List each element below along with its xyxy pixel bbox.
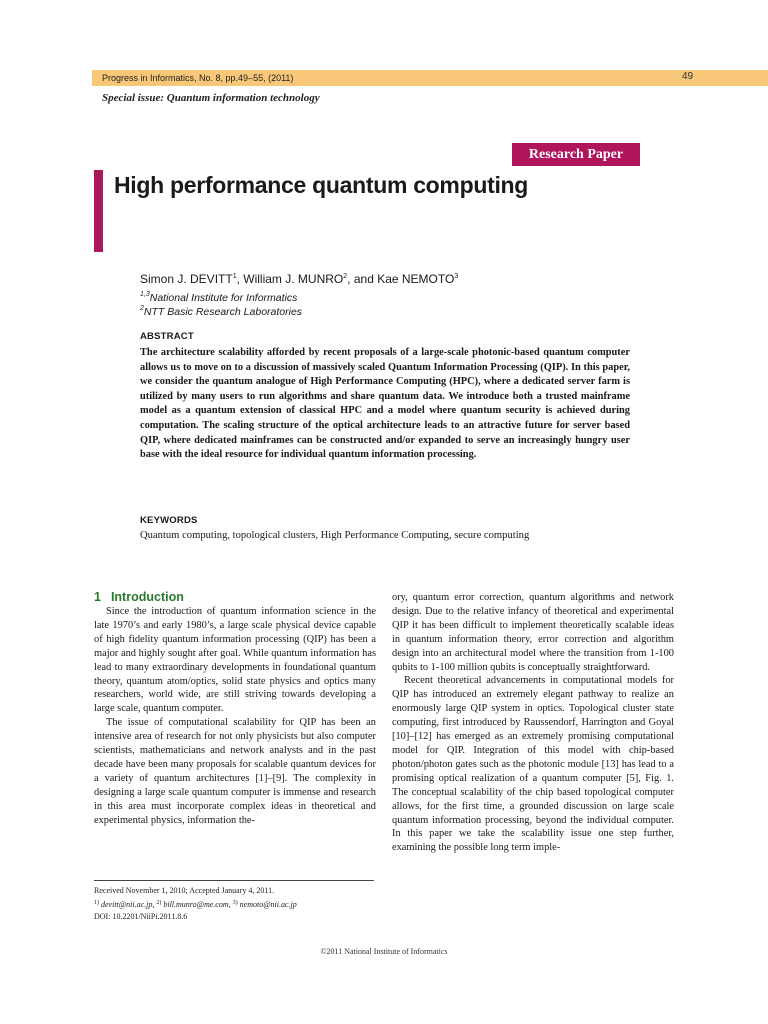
email-superscript: 2) [156, 900, 162, 906]
author-list [140, 269, 458, 287]
paragraph: Since the introduction of quantum information science in the late 1970’s and early 1980’s, a large scale physical device capable of high fidelity quantum information processing (QIP) has been a major and highly sought after goal. While quantum information has lead to many extraordinary developments in foundational quantum theory, quantum atom/optics, solid state physics and optics many researchers, world wide, are still striving towards developing a large scale, quantum computer. [94, 606, 376, 715]
page-number: 49 [682, 71, 694, 82]
author-superscript: 3 [454, 273, 459, 280]
footnote-emails [94, 898, 297, 910]
body-column-right [392, 591, 674, 855]
abstract-text: The architecture scalability afforded by recent proposals of a large-scale photonic-based quantum computer allows us to move on to a discussion of massively scaled Quantum Information Processing (QIP). In this paper, we consider the quantum analogue of High Performance Computing (HPC), where a dedicated server farm is utilized by many users to run algorithms and share quantum data. We introduce both a trusted mainframe model as a quantum extension of classical HPC and a model where quantum security is achieved during computation. The scaling structure of the optical architecture leads to an attractive future for server based QIP, where dedicated mainframes can be constructed and/or expanded to serve an increasingly hungry user base with the ideal resource for individual quantum information processing. [140, 347, 630, 461]
copyright-notice: ©2011 National Institute of Informatics [320, 947, 448, 956]
author-superscript: 1 [232, 273, 237, 280]
footnote-doi: DOI: 10.2201/NiiPi.2011.8.6 [94, 912, 188, 921]
section-number: 1 [94, 590, 101, 604]
author-name: William J. MUNRO [243, 272, 344, 286]
footnote-received: Received November 1, 2010; Accepted January 4, 2011. [94, 886, 275, 895]
email-superscript: 3) [232, 900, 238, 906]
paper-type-badge: Research Paper [512, 143, 640, 166]
affiliation-superscript: 1,3 [140, 291, 150, 298]
author-separator: , and [347, 272, 378, 286]
paper-title: High performance quantum computing [114, 172, 529, 198]
paragraph: The issue of computational scalability for QIP has been an intensive area of research for not only physicists but also computer scientists, mathematicians and network analysts and in the past decade have been many proposals for scalable quantum devices for a variety of quantum architectures [1]–[9]. The complexity in designing a large scale quantum computer is immense and research in this area must incorporate complex ideas in theoretical and experimental physics, information the- [94, 717, 376, 826]
abstract-heading: ABSTRACT [140, 331, 194, 342]
affiliation-text: NTT Basic Research Laboratories [143, 306, 303, 318]
special-issue-label: Special issue: Quantum information technology [102, 92, 320, 104]
author-name: Kae NEMOTO [377, 272, 455, 286]
email-superscript: 1) [94, 900, 99, 906]
author-superscript: 2 [343, 273, 348, 280]
email: bill.munro@me.com, [161, 900, 233, 909]
body-column-left [94, 605, 376, 828]
email: devitt@nii.ac.jp, [99, 900, 157, 909]
affiliation [140, 302, 302, 319]
keywords-text: Quantum computing, topological clusters, High Performance Computing, secure computing [140, 530, 530, 541]
affiliation-superscript: 2 [140, 305, 144, 312]
section-heading-introduction [94, 590, 184, 604]
paragraph: Recent theoretical advancements in computational models for QIP has introduced an extremely elegant pathway to realize an enormously large QIP system in optics. Topological cluster state computing, first introduced by Raussendorf, Harrington and Goyal [10]–[12] has emerged as an extremely promising computational model for QIP. Integration of this model with chip-based photon/photon gates such as the photonic module [13] has lead to a promising optical realization of a quantum computer [5], Fig. 1. The conceptual scalability of the chip based topological computer allows, for the first time, a grounded discussion on large scale quantum information processing, beyond the individual computer. In this paper we take the scalability issue one step further, examining the possible long term imple- [392, 675, 674, 854]
author-name: Simon J. DEVITT [140, 272, 233, 286]
keywords-heading: KEYWORDS [140, 515, 198, 526]
footnote-divider [94, 880, 374, 881]
section-title: Introduction [110, 590, 184, 604]
affiliation-text: National Institute for Informatics [149, 292, 298, 304]
author-separator: , [236, 272, 244, 286]
paragraph: ory, quantum error correction, quantum algorithms and network design. Due to the relative infancy of theoretical and experimental QIP it has been difficult to implement theoretically scalable ideas in quantum information theory, error correction and algorithm design into an architectural model where the transition from 1-100 qubits to 1-100 million qubits is conceptually straightforward. [392, 592, 674, 673]
email: nemoto@nii.ac.jp [237, 900, 297, 909]
title-accent-bar [94, 170, 103, 252]
journal-reference: Progress in Informatics, No. 8, pp.49–55, (2011) [102, 73, 294, 83]
